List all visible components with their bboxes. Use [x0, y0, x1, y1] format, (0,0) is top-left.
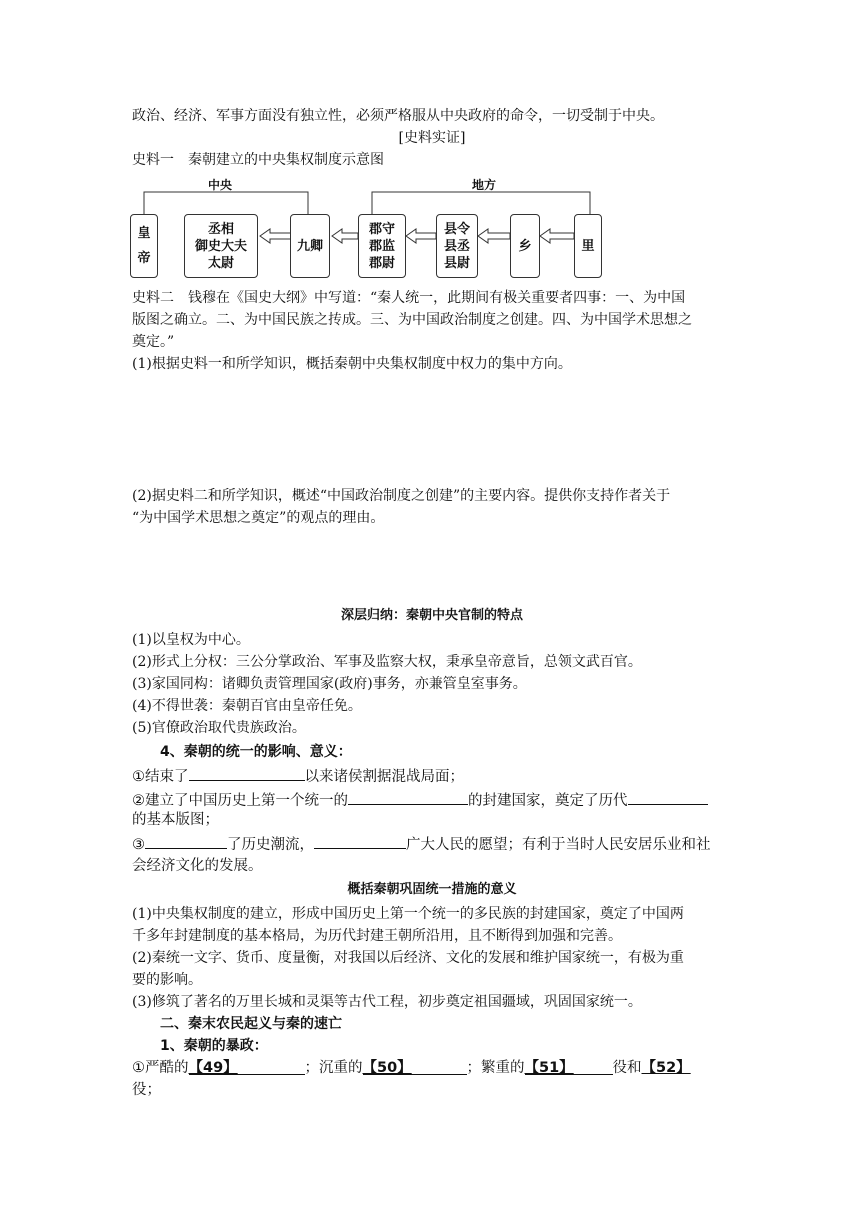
tag-52: 【52】	[641, 1060, 691, 1076]
local-bracket	[372, 192, 590, 214]
heading-section-two: 二、秦末农民起义与秦的速亡	[160, 1016, 342, 1032]
label-local: 地方	[472, 178, 497, 192]
fill-blank[interactable]	[348, 788, 468, 805]
impact-line-1: ①结束了 以来诸侯割据混战局面；	[132, 764, 732, 787]
box-township: 乡	[510, 214, 540, 278]
summary-item: (1)以皇权为中心。	[132, 632, 250, 648]
central-bracket	[144, 192, 308, 214]
material2-line1: 史料二 钱穆在《国史大纲》中写道：“秦人统一，此期间有极关重要者四事：一、为中国	[132, 290, 686, 306]
summary2-item: (1)中央集权制度的建立，形成中国历史上第一个统一的多民族的封建国家，奠定了中国两	[132, 906, 684, 922]
summary2-item: (3)修筑了著名的万里长城和灵渠等古代工程，初步奠定祖国疆域，巩固国家统一。	[132, 994, 642, 1010]
fill-blank-51[interactable]: 【51】	[525, 1058, 613, 1075]
central-authority-diagram	[128, 176, 604, 280]
material1-title: 史料一 秦朝建立的中央集权制度示意图	[132, 152, 384, 168]
summary-item: (5)官僚政治取代贵族政治。	[132, 720, 306, 736]
question-2-line2: “为中国学术思想之奠定”的观点的理由。	[132, 510, 385, 526]
fill-blank-49[interactable]: 【49】	[189, 1058, 305, 1075]
box-emperor: 皇 帝	[130, 214, 158, 278]
summary-item: (3)家国同构：诸卿负责管理国家(政府)事务，亦兼管皇室事务。	[132, 676, 527, 692]
question-2-line1: (2)据史料二和所学知识，概述“中国政治制度之创建”的主要内容。提供你支持作者关于	[132, 488, 671, 504]
box-commandery: 郡守 郡监 郡尉	[358, 214, 406, 278]
box-nine-ministers: 九卿	[290, 214, 330, 278]
impact-line-3-cont: 会经济文化的发展。	[132, 858, 263, 874]
arrow-4	[406, 229, 436, 243]
fill-blank[interactable]	[314, 832, 406, 849]
impact-line-3: ③ 了历史潮流， 广大人民的愿望；有利于当时人民安居乐业和社	[132, 832, 732, 855]
summary2-title: 概括秦朝巩固统一措施的意义	[347, 882, 517, 897]
summary-item: (2)形式上分权：三公分掌政治、军事及监察大权，秉承皇帝意旨，总领文武百官。	[132, 654, 642, 670]
summary2-item: (2)秦统一文字、货币、度量衡，对我国以后经济、文化的发展和维护国家统一，有极为重	[132, 950, 684, 966]
material2-line3: 奠定。”	[132, 334, 175, 350]
arrow-6	[540, 229, 574, 243]
heading-impact: 4、秦朝的统一的影响、意义：	[160, 744, 352, 760]
question-1: (1)根据史料一和所学知识，概括秦朝中央集权制度中权力的集中方向。	[132, 356, 572, 372]
summary-title: 深层归纳：秦朝中央官制的特点	[340, 608, 523, 623]
label-central: 中央	[208, 178, 233, 192]
fill-blank[interactable]	[628, 788, 708, 805]
tyranny-line-cont: 役；	[132, 1082, 161, 1098]
impact-line-2-cont: 的基本版图；	[132, 812, 219, 828]
fill-blank-50[interactable]: 【50】	[363, 1058, 467, 1075]
impact-line-2: ②建立了中国历史上第一个统一的 的封建国家，奠定了历代	[132, 788, 732, 811]
heading-tyranny: 1、秦朝的暴政：	[160, 1038, 268, 1054]
box-village: 里	[574, 214, 602, 278]
fill-blank[interactable]	[189, 764, 305, 781]
box-county: 县令 县丞 县尉	[436, 214, 478, 278]
box-three-ministers: 丞相 御史大夫 太尉	[184, 214, 258, 278]
summary2-item: 千多年封建制度的基本格局，为历代封建王朝所沿用，且不断得到加强和完善。	[132, 928, 622, 944]
intro-line: 政治、经济、军事方面没有独立性，必须严格服从中央政府的命令，一切受制于中央。	[132, 108, 664, 124]
arrow-2	[260, 229, 292, 243]
section-heading-evidence: [史料实证]	[398, 130, 466, 146]
arrow-3	[332, 229, 358, 243]
summary2-item: 要的影响。	[132, 972, 202, 988]
arrow-5	[478, 229, 510, 243]
fill-blank[interactable]	[145, 832, 227, 849]
tyranny-line: ①严酷的【49】 ；沉重的【50】 ；繁重的【51】 役和【52】	[132, 1060, 691, 1076]
summary-item: (4)不得世袭：秦朝百官由皇帝任免。	[132, 698, 362, 714]
material2-line2: 版图之确立。二、为中国民族之抟成。三、为中国政治制度之创建。四、为中国学术思想之	[132, 312, 692, 328]
